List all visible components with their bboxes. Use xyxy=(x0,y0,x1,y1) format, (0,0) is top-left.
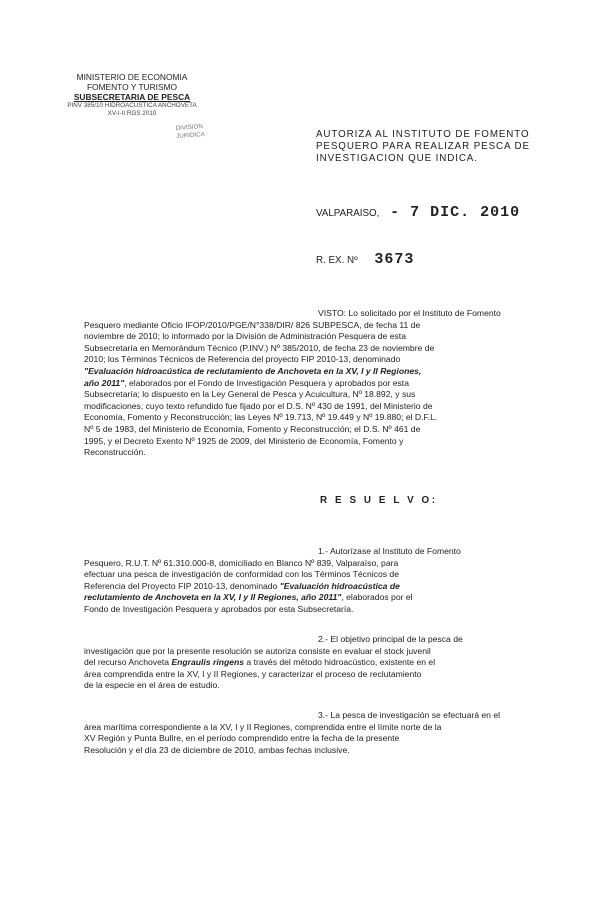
resolution-number-block xyxy=(316,251,414,268)
visto-line: VISTO: Lo solicitado por el Instituto de Fomento xyxy=(318,308,501,318)
item-2-line: área comprendida entre la XV, I y II Regiones, y caracterizar el proceso de reclutamiento xyxy=(84,668,422,679)
item-3-line: 3.- La pesca de investigación se efectuará en el xyxy=(318,710,501,720)
visto-line: noviembre de 2010; lo informado por la División de Administración Pesquera de esta xyxy=(84,331,406,342)
letterhead-subsecretaria: SUBSECRETARIA DE PESCA xyxy=(73,92,191,102)
visto-line xyxy=(84,378,546,390)
item-2-line: 2.- El objetivo principal de la pesca de xyxy=(318,634,463,644)
item-1-text: Referencia del Proyecto FIP 2010-13, denominado xyxy=(84,580,280,591)
letterhead xyxy=(52,72,212,118)
visto-line: Pesquero mediante Oficio IFOP/2010/PGE/N°338/DIR/ 826 SUBPESCA, de fecha 11 de xyxy=(84,319,421,330)
rex-number: 3673 xyxy=(374,251,415,268)
item-2-text: del recurso Anchoveta xyxy=(84,657,172,668)
letterhead-ministry-sub: FOMENTO Y TURISMO xyxy=(86,82,178,92)
visto-line: Nº 5 de 1983, del Ministerio de Economía, Fomento y Reconstrucción; el D.S. Nº 461 de xyxy=(84,423,421,434)
subject-block xyxy=(316,129,552,165)
item-2-line xyxy=(84,657,546,669)
visto-project-year: año 2011" xyxy=(84,377,125,388)
stamp-line-2: JURIDICA xyxy=(176,131,206,140)
stamp-line-1: DIVISION xyxy=(175,123,204,132)
item-1-project-title-cont: reclutamiento de Anchoveta en la XV, I y II Regiones, año 2011" xyxy=(84,592,342,603)
visto-line: Subsecretaría; lo dispuesto en la Ley General de Pesca y Acuicultura, Nº 18.892, y sus xyxy=(84,389,416,400)
item-3-line: área marítima correspondiente a la XV, I y II Regiones, comprendida entre el límite norte de la xyxy=(84,721,442,732)
date-block xyxy=(316,204,520,221)
item-1-line: efectuar una pesca de investigación de conformidad con los Términos Técnicos de xyxy=(84,569,399,580)
division-stamp xyxy=(175,123,205,141)
item-2-line: investigación que por la presente resolución se autoriza consiste en evaluar el stock juvenil xyxy=(84,645,431,656)
item-1-line: Pesquero, R.U.T. Nº 61.310.000-8, domiciliado en Blanco Nº 839, Valparaíso, para xyxy=(84,557,399,568)
visto-line: modificaciones, cuyo texto refundido fue fijado por el D.S. Nº 430 de 1991, del Ministerio de xyxy=(84,400,433,411)
subject-line-3: INVESTIGACION QUE INDICA. xyxy=(316,153,478,164)
subject-line-1: AUTORIZA AL INSTITUTO DE FOMENTO xyxy=(316,129,530,140)
visto-line-text: , elaborados por el Fondo de Investigación Pesquera y aprobados por esta xyxy=(124,377,409,388)
letterhead-ministry: MINISTERIO DE ECONOMIA xyxy=(76,72,188,82)
item-1-paragraph xyxy=(84,546,546,616)
visto-line: 1995, y el Decreto Exento Nº 1925 de 2009, del Ministerio de Economía, Fomento y xyxy=(84,435,404,446)
item-2-paragraph xyxy=(84,634,546,692)
place-label: VALPARAISO, xyxy=(316,208,380,219)
visto-line: Reconstrucción. xyxy=(84,447,146,458)
item-3-line: Resolución y el día 23 de diciembre de 2010, ambas fechas inclusive. xyxy=(84,744,350,755)
item-1-line xyxy=(84,592,546,604)
visto-paragraph xyxy=(84,308,546,459)
letterhead-ref-2: XV-I-II RGS 2010 xyxy=(107,110,157,117)
subject-line-2: PESQUERO PARA REALIZAR PESCA DE xyxy=(316,141,530,152)
item-2-text: a través del método hidroacústico, existente en el xyxy=(244,657,436,668)
handwritten-date: - 7 DIC. 2010 xyxy=(390,204,521,221)
rex-label: R. EX. Nº xyxy=(316,255,358,266)
item-1-project-title: "Evaluación hidroacústica de xyxy=(279,580,400,591)
visto-line: Subsecretaría en Memorándum Técnico (P.INV.) Nº 385/2010, de fecha 23 de noviembre de xyxy=(84,342,435,353)
item-1-line: 1.- Autorízase al Instituto de Fomento xyxy=(318,546,461,556)
species-name: Engraulis ringens xyxy=(171,657,245,668)
visto-line: Economía, Fomento y Reconstrucción; las Leyes Nº 19.713, Nº 19.449 y Nº 19.880; el D.F.L. xyxy=(84,412,438,423)
item-1-line: Fondo de Investigación Pesquera y aprobados por esta Subsecretaría. xyxy=(84,603,354,614)
item-2-line: de la especie en el área de estudio. xyxy=(84,680,220,691)
item-1-text: , elaborados por el xyxy=(341,592,413,603)
item-1-line xyxy=(84,581,546,593)
resuelvo-heading: R E S U E L V O: xyxy=(320,495,438,506)
letterhead-ref: PINV 385/10 HIDROACUSTICA ANCHOVETA xyxy=(67,102,197,109)
item-3-paragraph xyxy=(84,710,546,756)
visto-line-project-title: "Evaluación hidroacústica de reclutamiento de Anchoveta en la XV, I y II Regiones, xyxy=(84,365,422,376)
visto-line: 2010; los Términos Técnicos de Referencia del proyecto FIP 2010-13, denominado xyxy=(84,354,401,365)
item-3-line: XV Región y Punta Bullre, en el período comprendido entre la fecha de la presente xyxy=(84,733,400,744)
